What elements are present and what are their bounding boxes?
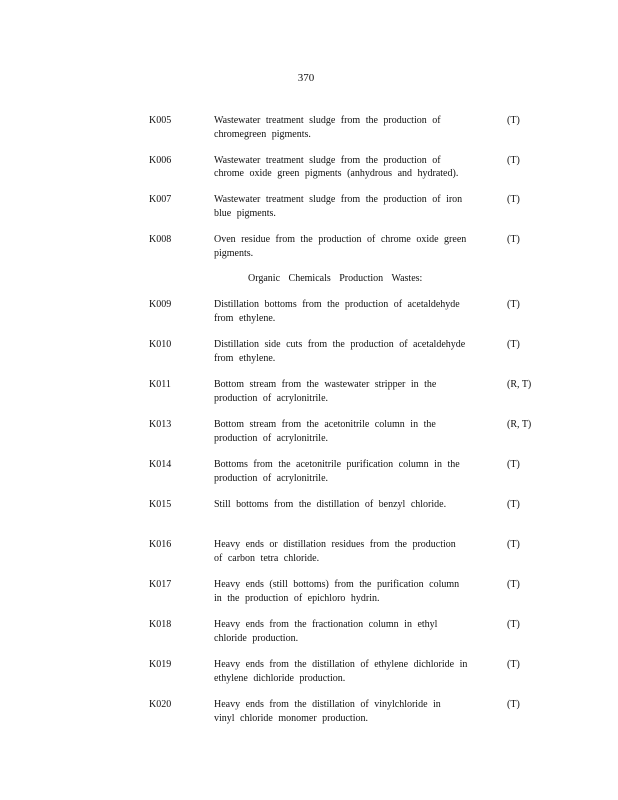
description-line: Oven residue from the production of chrome oxide green [214,234,467,246]
description-line: Heavy ends from the fractionation column in ethyl [214,619,438,630]
page-number: 370 [297,72,315,84]
description-line: production of acrylonitrile. [214,472,329,484]
hazard-code: (T) [507,115,520,126]
waste-description [214,538,490,565]
hazard-code: (T) [507,539,520,550]
description-line: in the production of epichloro hydrin. [214,592,380,604]
description-line: pigments. [214,247,254,259]
waste-code: K014 [149,459,172,470]
waste-code: K018 [149,619,172,630]
waste-code: K010 [149,339,172,350]
waste-code: K013 [149,419,172,430]
hazard-code: (T) [507,699,520,710]
waste-code: K015 [149,499,172,510]
description-line: chrome oxide green pigments (anhydrous and hydrated). [214,168,459,180]
description-line: from ethylene. [214,352,276,364]
description-line: of carbon tetra chloride. [214,552,320,564]
waste-description [214,578,490,605]
waste-description [214,154,490,181]
waste-description [214,233,490,260]
description-line: production of acrylonitrile. [214,432,329,444]
hazard-code: (T) [507,234,520,246]
description-line: Wastewater treatment sludge from the production of [214,154,441,166]
hazard-code: (T) [507,339,520,350]
waste-description [214,658,490,685]
section-heading: Organic Chemicals Production Wastes: [248,273,423,284]
description-line: vinyl chloride monomer production. [214,712,368,724]
hazard-code: (R, T) [507,419,532,430]
hazard-code: (T) [507,659,520,670]
waste-code: K006 [149,154,172,166]
description-line: Distillation bottoms from the production of acetaldehyde [214,299,460,310]
waste-description [214,458,490,485]
hazard-code: (T) [507,499,520,510]
description-line: chloride production. [214,632,299,644]
description-line: Wastewater treatment sludge from the production of iron [214,194,463,206]
waste-description [214,193,490,220]
waste-code: K019 [149,659,172,670]
description-line: Heavy ends from the distillation of vinylchloride in [214,699,441,710]
description-line: Wastewater treatment sludge from the production of [214,115,441,126]
description-line: Bottom stream from the acetonitrile column in the [214,419,436,430]
waste-description [214,618,490,645]
hazard-code: (T) [507,619,520,630]
description-line: Heavy ends (still bottoms) from the purification column [214,579,460,590]
waste-description [214,298,490,325]
waste-code: K016 [149,539,172,550]
description-line: Still bottoms from the distillation of benzyl chloride. [214,499,447,510]
waste-description [214,498,490,512]
waste-description [214,338,490,365]
description-line: from ethylene. [214,312,276,324]
waste-code: K007 [149,194,172,206]
description-line: Heavy ends or distillation residues from the production [214,539,456,550]
waste-code: K009 [149,299,172,310]
hazard-code: (T) [507,459,520,470]
description-line: Bottom stream from the wastewater stripper in the [214,379,437,390]
hazard-code: (R, T) [507,379,532,390]
description-line: blue pigments. [214,207,276,219]
hazard-code: (T) [507,299,520,310]
description-line: chromegreen pigments. [214,128,311,140]
hazard-code: (T) [507,154,520,166]
waste-description [214,418,490,445]
description-line: production of acrylonitrile. [214,392,329,404]
waste-code: K011 [149,379,171,390]
waste-description [214,114,490,141]
hazard-code: (T) [507,194,520,206]
waste-description [214,698,490,725]
waste-code: K017 [149,579,172,590]
waste-code: K008 [149,234,172,246]
hazard-code: (T) [507,579,520,590]
description-line: ethylene dichloride production. [214,672,346,684]
waste-code: K020 [149,699,172,710]
description-line: Heavy ends from the distillation of ethylene dichloride in [214,659,468,670]
waste-code: K005 [149,115,172,126]
description-line: Bottoms from the acetonitrile purification column in the [214,459,460,470]
waste-description [214,378,490,405]
description-line: Distillation side cuts from the production of acetaldehyde [214,339,466,350]
